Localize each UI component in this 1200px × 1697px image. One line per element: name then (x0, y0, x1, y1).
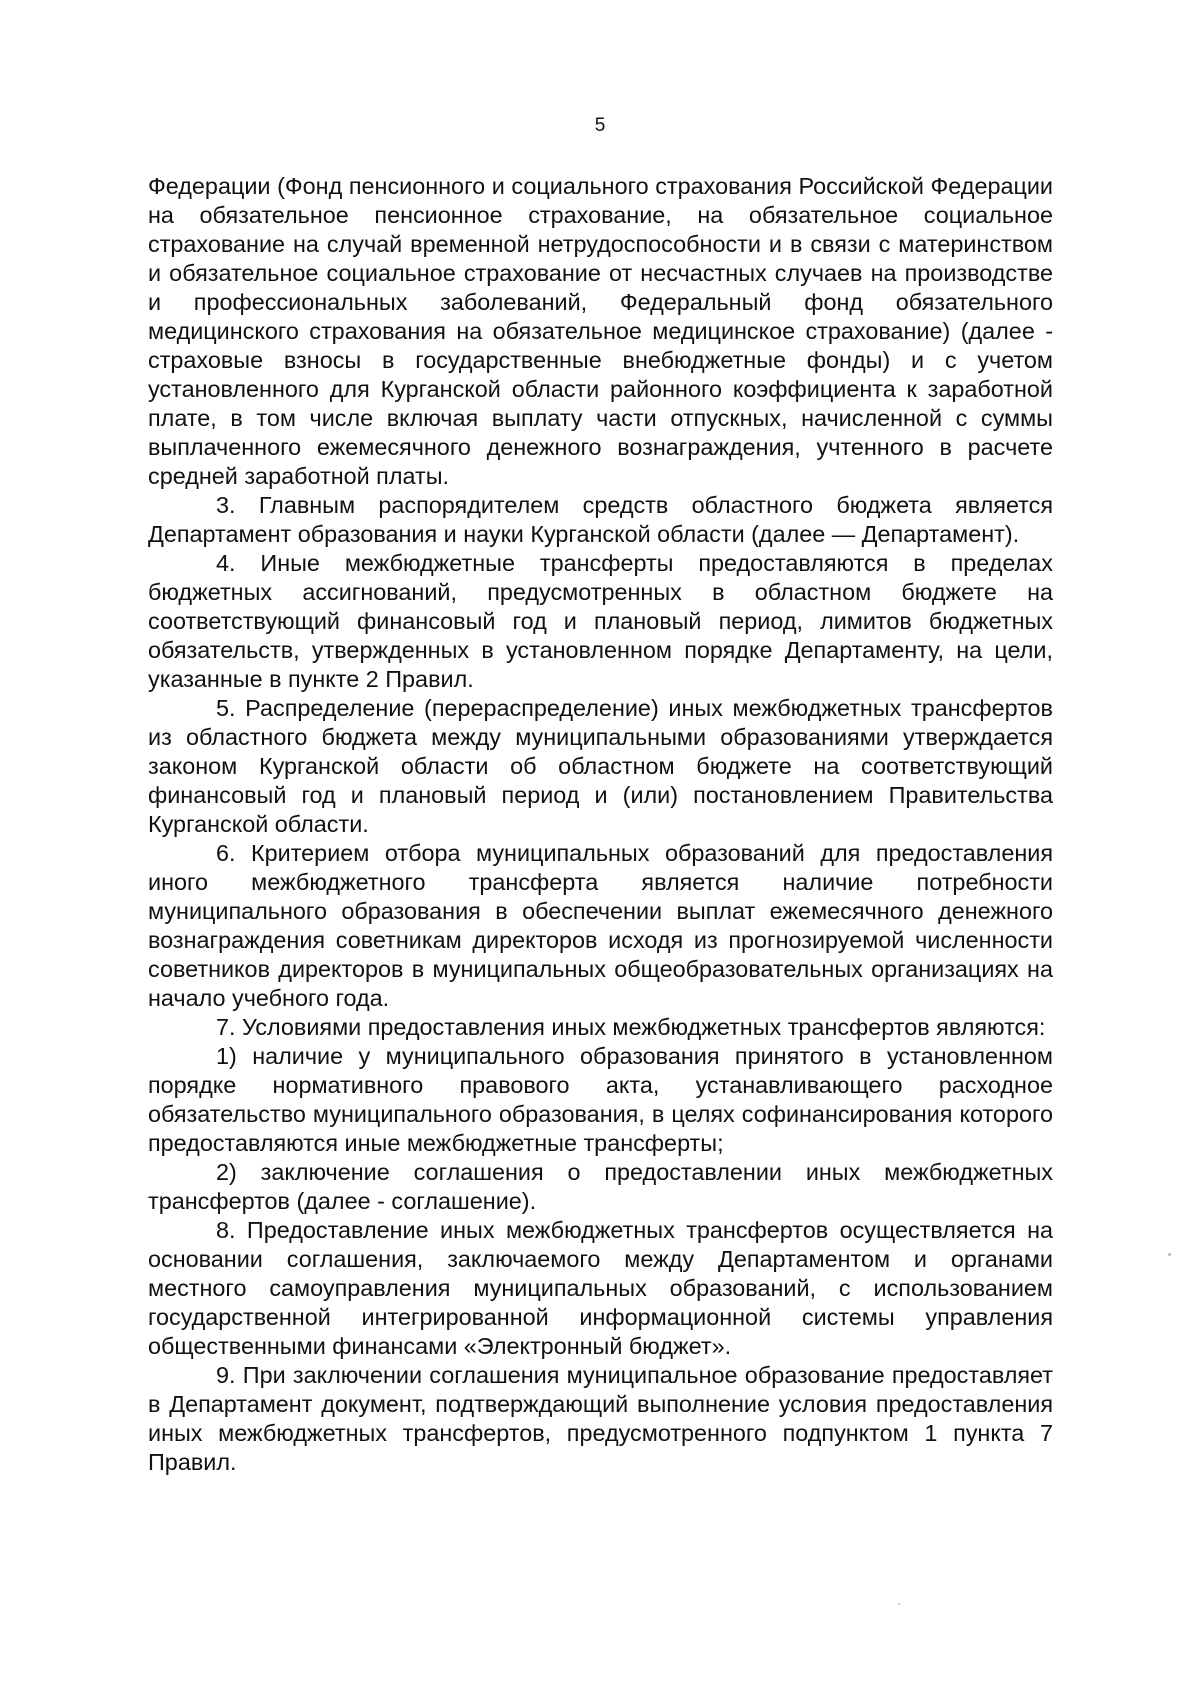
scan-speck (898, 1603, 900, 1605)
paragraph-continuation: Федерации (Фонд пенсионного и социального страхования Российской Федерации на обязательное пенсионное страхование, на обязательное социальное страхование на случай временной нетрудоспособности и в связи с материнством и обязательное социальное страхование от несчастных случаев на производстве и профессиональных заболеваний, Федеральный фонд обязательного медицинского страхования на обязательное медицинское страхование) (далее - страховые взносы в государственные внебюджетные фонды) и с учетом установленного для Курганской области районного коэффициента к заработной плате, в том числе включая выплату части отпускных, начисленной с суммы выплаченного ежемесячного денежного вознаграждения, учтенного в расчете средней заработной платы. (148, 173, 1053, 489)
scan-speck (1168, 1253, 1171, 1256)
paragraph-3: 3. Главным распорядителем средств областного бюджета является Департамент образования и науки Курганской области (далее — Департамент). (148, 492, 1053, 547)
paragraph-4: 4. Иные межбюджетные трансферты предоставляются в пределах бюджетных ассигнований, предусмотренных в областном бюджете на соответствующий финансовый год и плановый период, лимитов бюджетных обязательств, утвержденных в установленном порядке Департаменту, на цели, указанные в пункте 2 Правил. (148, 550, 1053, 692)
paragraph-7-item-2: 2) заключение соглашения о предоставлении иных межбюджетных трансфертов (далее - соглашение). (148, 1159, 1053, 1214)
paragraph-5: 5. Распределение (перераспределение) иных межбюджетных трансфертов из областного бюджета между муниципальными образованиями утверждается законом Курганской области об областном бюджете на соответствующий финансовый год и плановый период и (или) постановлением Правительства Курганской области. (148, 695, 1053, 837)
paragraph-7-item-1: 1) наличие у муниципального образования принятого в установленном порядке нормативного правового акта, устанавливающего расходное обязательство муниципального образования, в целях софинансирования которого предоставляются иные межбюджетные трансферты; (148, 1043, 1053, 1156)
paragraph-6: 6. Критерием отбора муниципальных образований для предоставления иного межбюджетного трансферта является наличие потребности муниципального образования в обеспечении выплат ежемесячного денежного вознаграждения советникам директоров исходя из прогнозируемой численности советников директоров в муниципальных общеобразовательных организациях на начало учебного года. (148, 840, 1053, 1011)
document-body (148, 172, 1053, 1477)
paragraph-8: 8. Предоставление иных межбюджетных трансфертов осуществляется на основании соглашения, заключаемого между Департаментом и органами местного самоуправления муниципальных образований, с использованием государственной интегрированной информационной системы управления общественными финансами «Электронный бюджет». (148, 1217, 1053, 1359)
page-number: 5 (594, 115, 606, 136)
paragraph-9: 9. При заключении соглашения муниципальное образование предоставляет в Департамент документ, подтверждающий выполнение условия предоставления иных межбюджетных трансфертов, предусмотренного подпунктом 1 пункта 7 Правил. (148, 1362, 1053, 1475)
paragraph-7: 7. Условиями предоставления иных межбюджетных трансфертов являются: (216, 1014, 1046, 1040)
